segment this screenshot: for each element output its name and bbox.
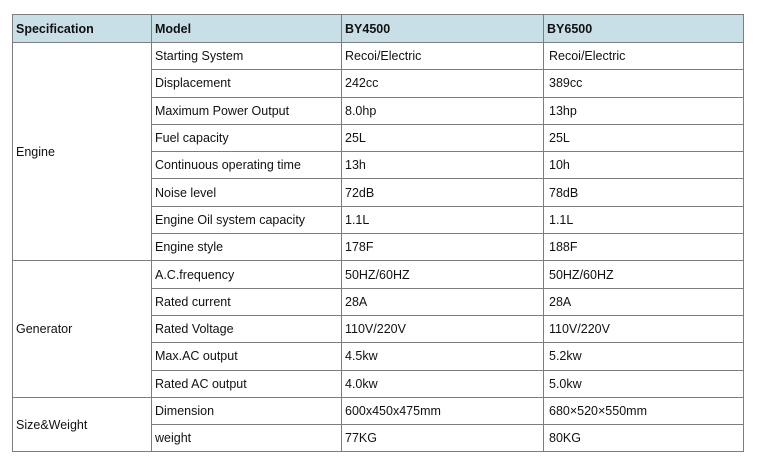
row-label: Noise level (152, 179, 342, 206)
row-value-a: 72dB (342, 179, 544, 206)
row-label: Dimension (152, 397, 342, 424)
header-model: Model (152, 15, 342, 43)
row-value-b: Recoi/Electric (544, 43, 744, 70)
row-value-b: 5.0kw (544, 370, 744, 397)
table-header (13, 15, 744, 43)
group-name: Size&Weight (13, 397, 152, 452)
row-label: Displacement (152, 70, 342, 97)
row-value-a: 28A (342, 288, 544, 315)
row-label: weight (152, 425, 342, 452)
row-label: A.C.frequency (152, 261, 342, 288)
row-value-b: 188F (544, 234, 744, 261)
row-label: Maximum Power Output (152, 97, 342, 124)
row-label: Fuel capacity (152, 124, 342, 151)
table-row (13, 43, 744, 70)
row-value-a: 110V/220V (342, 315, 544, 342)
row-value-b: 10h (544, 152, 744, 179)
row-value-a: 77KG (342, 425, 544, 452)
row-label: Rated Voltage (152, 315, 342, 342)
header-model-a: BY4500 (342, 15, 544, 43)
row-value-a: 50HZ/60HZ (342, 261, 544, 288)
row-value-b: 1.1L (544, 206, 744, 233)
row-value-a: 600x450x475mm (342, 397, 544, 424)
row-value-b: 28A (544, 288, 744, 315)
row-value-a: 4.5kw (342, 343, 544, 370)
group-name: Engine (13, 43, 152, 261)
group-name: Generator (13, 261, 152, 397)
row-value-b: 110V/220V (544, 315, 744, 342)
row-value-b: 680×520×550mm (544, 397, 744, 424)
row-label: Engine Oil system capacity (152, 206, 342, 233)
row-label: Rated current (152, 288, 342, 315)
row-label: Rated AC output (152, 370, 342, 397)
row-value-a: 178F (342, 234, 544, 261)
row-value-a: 8.0hp (342, 97, 544, 124)
row-value-b: 25L (544, 124, 744, 151)
header-row (13, 15, 744, 43)
row-label: Max.AC output (152, 343, 342, 370)
table-row (13, 397, 744, 424)
row-value-a: 4.0kw (342, 370, 544, 397)
table-row (13, 261, 744, 288)
row-value-a: Recoi/Electric (342, 43, 544, 70)
row-label: Engine style (152, 234, 342, 261)
header-specification: Specification (13, 15, 152, 43)
row-value-b: 78dB (544, 179, 744, 206)
row-value-a: 1.1L (342, 206, 544, 233)
row-label: Continuous operating time (152, 152, 342, 179)
row-value-b: 50HZ/60HZ (544, 261, 744, 288)
row-value-b: 13hp (544, 97, 744, 124)
row-value-a: 25L (342, 124, 544, 151)
row-label: Starting System (152, 43, 342, 70)
spec-table (12, 14, 744, 452)
row-value-a: 13h (342, 152, 544, 179)
header-model-b: BY6500 (544, 15, 744, 43)
row-value-a: 242cc (342, 70, 544, 97)
row-value-b: 5.2kw (544, 343, 744, 370)
row-value-b: 389cc (544, 70, 744, 97)
table-body (13, 43, 744, 452)
row-value-b: 80KG (544, 425, 744, 452)
